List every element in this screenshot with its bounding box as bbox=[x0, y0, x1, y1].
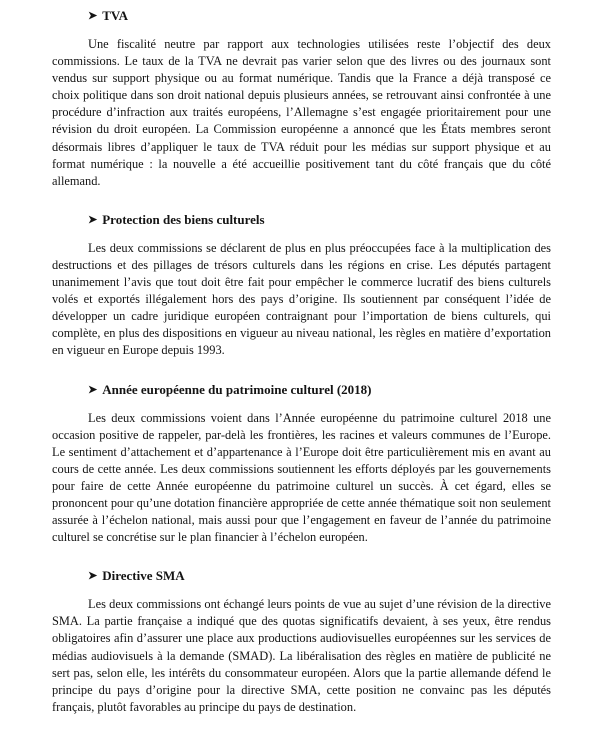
arrow-bullet-icon: ➤ bbox=[88, 383, 98, 396]
section-paragraph: Les deux commissions ont échangé leurs points de vue au sujet d’une révision de la directive SMA. La partie française a indiqué que des quotas significatifs devaient, à ses yeux, être rendus obligatoires afin d’assurer une place aux productions audiovisuelles européennes sur les services de médias audiovisuels à la demande (SMAD). La libéralisation des règles en matière de publicité ne sert pas, selon elle, les intérêts du consommateur européen. Alors que la partie allemande défend le principe du pays d’origine pour la directive SMA, cette position ne convainc pas les députés français, plutôt favorables au principe du pays de destination. bbox=[52, 597, 551, 714]
arrow-bullet-icon: ➤ bbox=[88, 10, 98, 22]
section-heading-text: TVA bbox=[102, 8, 128, 23]
section-heading-text: Directive SMA bbox=[102, 568, 185, 584]
section-heading-text: Année européenne du patrimoine culturel (2018) bbox=[102, 381, 372, 397]
section-heading bbox=[88, 8, 551, 24]
section-paragraph: Les deux commissions se déclarent de plus en plus préoccupées face à la multiplication des destructions et des pillages de trésors culturels dans les régions en crise. Les députés partagent unanimement l’avis que tout doit être fait pour empêcher le commerce lucratif des biens culturels volés et exportés illégalement hors des pays d’origine. Ils soutiennent par conséquent l’idée de développer un cadre juridique européen contraignant pour l’importation de biens culturels, qui complète, en plus des dispositions en vigueur au niveau national, les règles en matière d’exportation en vigueur en Europe depuis 1993. bbox=[52, 240, 551, 358]
section-heading-text: Protection des biens culturels bbox=[102, 211, 265, 227]
section-annee-europeenne bbox=[52, 382, 551, 547]
section-directive-sma bbox=[52, 568, 551, 716]
section-heading bbox=[88, 382, 551, 398]
arrow-bullet-icon: ➤ bbox=[88, 570, 98, 583]
section-protection-biens-culturels bbox=[52, 212, 551, 360]
section-paragraph: Les deux commissions voient dans l’Année européenne du patrimoine culturel 2018 une occasion positive de rappeler, par-delà les frontières, les racines et valeurs communes de l’Europe. Le sentiment d’attachement et d’appartenance à l’Europe doit être particulièrement mis en avant au cours de cette année. Les deux commissions soutiennent les efforts déployés par les gouvernements pour faire de cette Année européenne du patrimoine culturel un succès. À cet égard, elles se prononcent pour qu’une dotation financière appropriée de cette année thématique soit non seulement assurée à l’échelon national, mais aussi pour que l’engagement en faveur de l’année du patrimoine culturel se concrétise sur le plan financier à l’échelon européen. bbox=[52, 410, 551, 545]
section-paragraph: Une fiscalité neutre par rapport aux technologies utilisées reste l’objectif des deux commissions. Le taux de la TVA ne devrait pas varier selon que des livres ou des journaux sont vendus sur support physique ou au format numérique. Tandis que la France a déjà transposé ce choix politique dans son droit national depuis plusieurs années, se retrouvant ainsi confrontée à une procédure d’infraction aux traités européens, l’Allemagne s’est engagée prioritairement pour une révision du droit européen. La Commission européenne a annoncé que les États membres seront désormais libres d’appliquer le taux de TVA réduit pour les médias sur support physique et au format numérique : la nouvelle a été accueillie positivement tant du côté français que du côté allemand. bbox=[52, 37, 551, 188]
section-heading bbox=[88, 212, 551, 228]
section-heading bbox=[88, 568, 551, 584]
arrow-bullet-icon: ➤ bbox=[88, 213, 98, 226]
section-tva bbox=[52, 8, 551, 190]
